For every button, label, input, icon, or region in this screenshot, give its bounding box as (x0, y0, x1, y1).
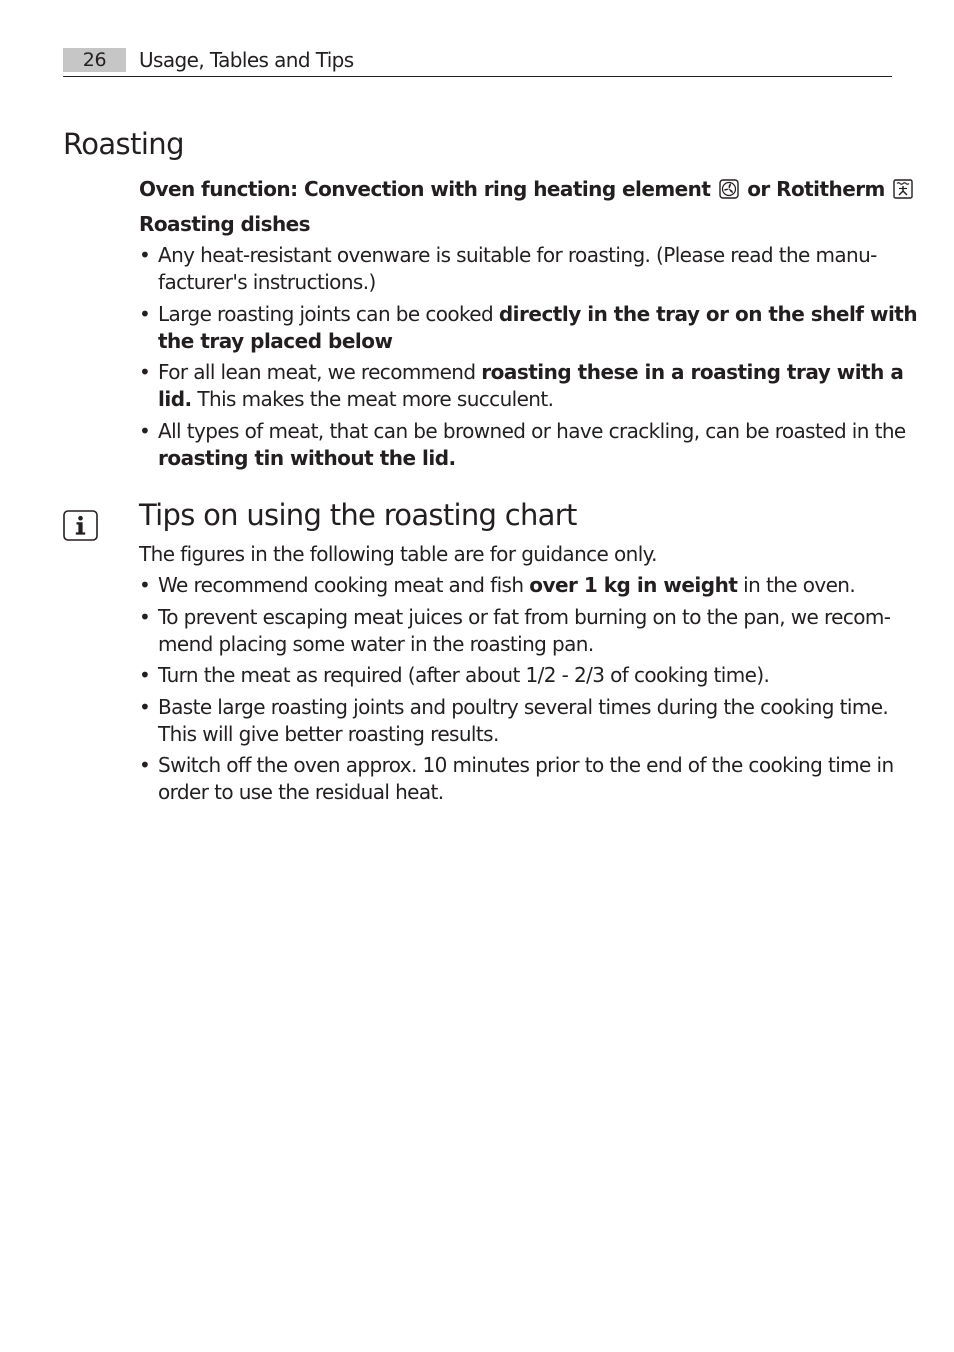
list-item-line (139, 694, 893, 721)
list-item-line (139, 662, 893, 689)
bullet-dot: • (139, 753, 151, 777)
bold-text: over 1 kg in weight (529, 573, 738, 597)
list-item (139, 359, 904, 413)
text: This will give better roasting results. (158, 722, 499, 746)
list-item-line (139, 445, 893, 472)
text: This makes the meat more succulent. (191, 387, 554, 411)
text: facturer's instructions.) (158, 270, 376, 294)
list-item-line (139, 752, 893, 779)
oven-function-prefix: Oven function: Convection with ring heating element (139, 177, 711, 201)
list-item (139, 572, 893, 599)
list-item (139, 301, 918, 355)
list-item-line (139, 721, 893, 748)
bullet-dot: • (139, 605, 151, 629)
text: Any heat-resistant ovenware is suitable for roasting. (Please read the manu- (158, 243, 877, 267)
bold-text: directly in the tray or on the shelf with (498, 302, 918, 326)
list-item (139, 418, 906, 472)
list-item-line (139, 572, 893, 599)
bullet-dot: • (139, 695, 151, 719)
bold-text: lid. (158, 387, 192, 411)
list-item-line (139, 242, 893, 269)
list-item-line (139, 328, 893, 355)
bullet-dot: • (139, 243, 151, 267)
list-item-line (139, 631, 893, 658)
list-item (139, 752, 893, 806)
text: in the oven. (737, 573, 856, 597)
list-item-line (139, 386, 893, 413)
text: mend placing some water in the roasting pan. (158, 632, 594, 656)
text: We recommend cooking meat and fish (158, 573, 530, 597)
bullet-dot: • (139, 360, 151, 384)
rotitherm-icon (893, 179, 913, 199)
text: Baste large roasting joints and poultry several times during the cooking time. (158, 695, 889, 719)
tips-intro: The figures in the following table are for guidance only. (139, 542, 657, 566)
text: To prevent escaping meat juices or fat from burning on to the pan, we recom- (158, 605, 891, 629)
bullet-dot: • (139, 663, 151, 687)
tips-heading: Tips on using the roasting chart (139, 498, 577, 532)
list-item (139, 242, 893, 296)
section-title: Usage, Tables and Tips (139, 48, 354, 72)
text: order to use the residual heat. (158, 780, 444, 804)
text: All types of meat, that can be browned or have crackling, can be roasted in the (158, 419, 906, 443)
list-item (139, 662, 893, 689)
text: For all lean meat, we recommend (158, 360, 482, 384)
list-item-line (139, 359, 904, 386)
roasting-dishes-heading: Roasting dishes (139, 212, 311, 236)
bullet-dot: • (139, 419, 151, 443)
bold-text: roasting tin without the lid. (158, 446, 456, 470)
page-header (63, 46, 892, 77)
bold-text: roasting these in a roasting tray with a (481, 360, 904, 384)
bullet-dot: • (139, 302, 151, 326)
text: Large roasting joints can be cooked (158, 302, 499, 326)
text: Switch off the oven approx. 10 minutes prior to the end of the cooking time in (158, 753, 894, 777)
bold-text: the tray placed below (158, 329, 393, 353)
oven-function-line (139, 176, 915, 203)
bullet-dot: • (139, 573, 151, 597)
roasting-heading: Roasting (63, 127, 184, 161)
list-item-line (139, 301, 918, 328)
text: Turn the meat as required (after about 1/2 - 2/3 of cooking time). (158, 663, 770, 687)
list-item (139, 604, 893, 658)
list-item-line (139, 269, 893, 296)
list-item-line (139, 604, 893, 631)
info-icon (63, 510, 98, 541)
list-item-line (139, 418, 906, 445)
oven-function-middle: or Rotitherm (747, 177, 885, 201)
convection-ring-heating-icon (719, 179, 739, 199)
page-number: 26 (63, 48, 126, 72)
list-item-line (139, 779, 893, 806)
list-item (139, 694, 893, 748)
